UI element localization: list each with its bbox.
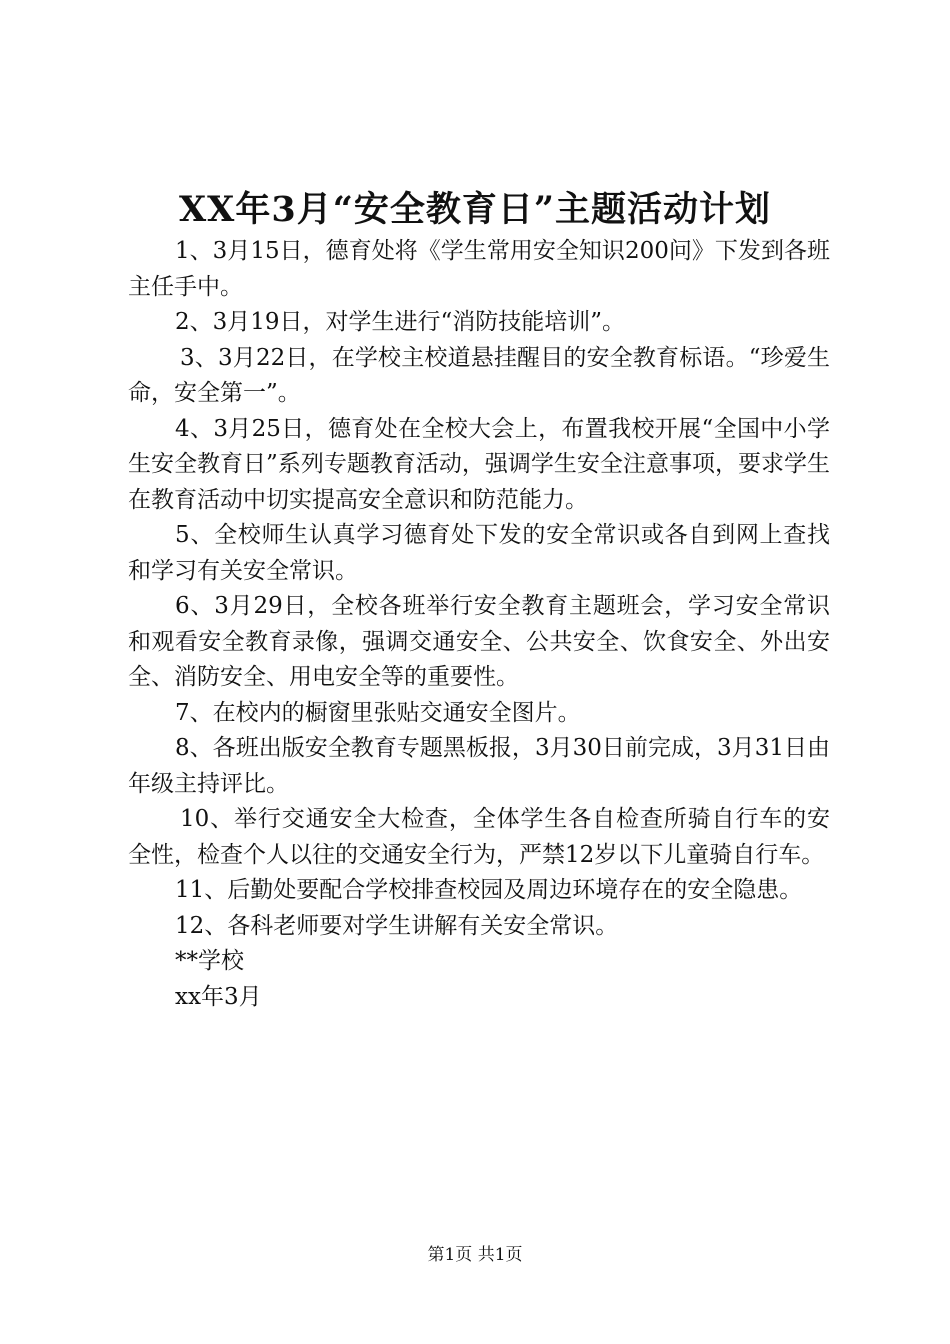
paragraph-3: 3、3月22日，在学校主校道悬挂醒目的安全教育标语。“珍爱生命，安全第一”。 — [128, 344, 830, 406]
paragraph-1: 1、3月15日，德育处将《学生常用安全知识200问》下发到各班主任手中。 — [128, 238, 830, 300]
document-body — [128, 234, 830, 1015]
paragraph-4: 4、3月25日，德育处在全校大会上，布置我校开展“全国中小学生安全教育日”系列专题教育活动，强调学生安全注意事项，要求学生在教育活动中切实提高安全意识和防范能力。 — [128, 415, 830, 513]
signature: **学校 — [175, 948, 244, 974]
paragraph-11: 11、后勤处要配合学校排查校园及周边环境存在的安全隐患。 — [175, 877, 803, 903]
paragraph-7: 7、在校内的橱窗里张贴交通安全图片。 — [175, 699, 581, 726]
paragraph-10: 10、举行交通安全大检查，全体学生各自检查所骑自行车的安全性，检查个人以往的交通安全行为，严禁12岁以下儿童骑自行车。 — [128, 806, 830, 868]
paragraph-5: 5、全校师生认真学习德育处下发的安全常识或各自到网上查找和学习有关安全常识。 — [128, 522, 830, 584]
paragraph-2: 2、3月19日，对学生进行“消防技能培训”。 — [175, 309, 626, 335]
document-date: xx年3月 — [175, 983, 262, 1010]
page-footer: 第1页 共1页 — [427, 1245, 523, 1265]
paragraph-8: 8、各班出版安全教育专题黑板报，3月30日前完成，3月31日由年级主持评比。 — [128, 735, 830, 797]
paragraph-12: 12、各科老师要对学生讲解有关安全常识。 — [175, 912, 619, 939]
document-title: XX年3月“安全教育日”主题活动计划 — [179, 189, 771, 230]
paragraph-6: 6、3月29日，全校各班举行安全教育主题班会，学习安全常识和观看安全教育录像，强调交通安全、公共安全、饮食安全、外出安全、消防安全、用电安全等的重要性。 — [128, 593, 830, 690]
